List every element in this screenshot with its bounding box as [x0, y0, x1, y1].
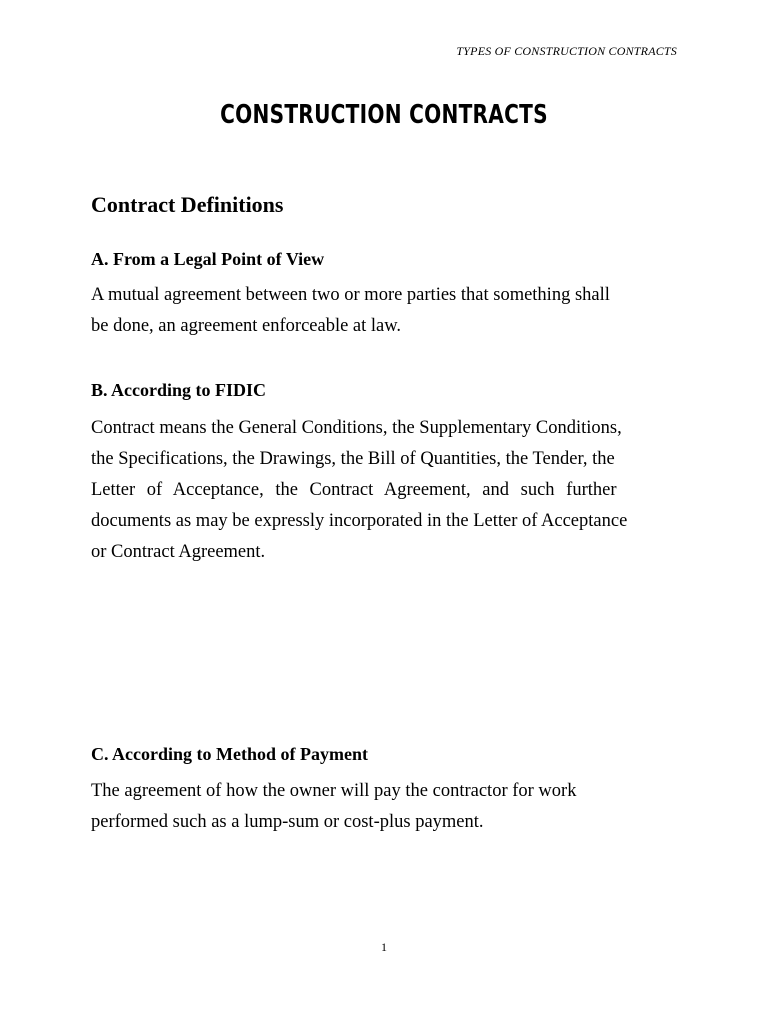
section-title: Contract Definitions — [91, 192, 284, 217]
paragraph-line: performed such as a lump-sum or cost-plus payment. — [91, 812, 484, 832]
paragraph-line: A mutual agreement between two or more parties that something shall — [91, 285, 610, 305]
paragraph-line: The agreement of how the owner will pay the contractor for work — [91, 781, 577, 801]
subsection-body-b — [91, 413, 676, 568]
subsection-heading-b: B. According to FIDIC — [91, 380, 266, 400]
paragraph-line: the Specifications, the Drawings, the Bill of Quantities, the Tender, the — [91, 449, 615, 469]
paragraph-line: Letter of Acceptance, the Contract Agreement, and such further — [91, 480, 617, 500]
paragraph-line: be done, an agreement enforceable at law. — [91, 316, 402, 336]
page-title: CONSTRUCTION CONTRACTS — [220, 100, 548, 130]
paragraph-line: or Contract Agreement. — [91, 542, 266, 562]
page-number: 1 — [381, 940, 387, 954]
running-header: TYPES OF CONSTRUCTION CONTRACTS — [456, 44, 677, 58]
paragraph-line: Contract means the General Conditions, the Supplementary Conditions, — [91, 418, 622, 438]
paragraph-line: documents as may be expressly incorporated in the Letter of Acceptance — [91, 511, 628, 531]
subsection-heading-a: A. From a Legal Point of View — [91, 249, 325, 269]
subsection-body-c — [91, 776, 676, 838]
subsection-heading-c: C. According to Method of Payment — [91, 744, 368, 764]
subsection-body-a — [91, 280, 676, 342]
